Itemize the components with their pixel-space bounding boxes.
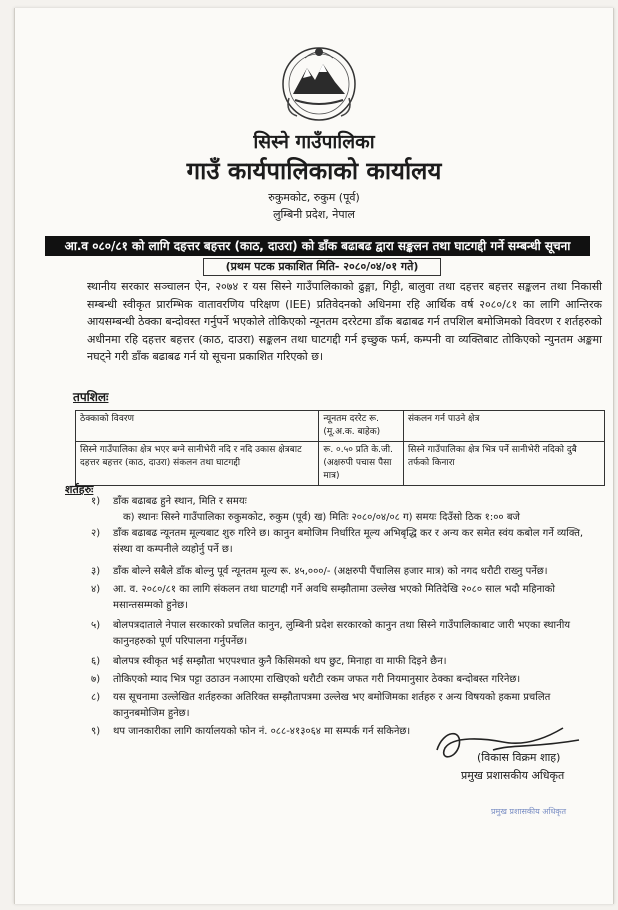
body-paragraph: स्थानीय सरकार सञ्चालन ऐन, २०७४ र यस सिस्ने गाउँपालिकाको ढुङ्गा, गिट्टी, बालुवा तथा दहत्तर बहत्तर सङ्कलन तथा निकासी सम्बन्धी स्वीकृत प्रारम्भिक वातावरणिय परिक्षण (IEE) प्रतिवेदनको अधिनमा रहि आर्थिक वर्ष २०८०/८१ का लागि आन्तिरक आयसम्बन्धी ठेक्का बन्दोवस्त गर्नुपर्ने भएकोले तोकिएको न्यूनतम दररेटमा डाँक बढाबढ गर्न तपशिल बमोजिमको विवरण र शर्तहरुको अधीनमा रहि दहत्तर बहत्तर (काठ, दाउरा) सङ्कलन तथा घाटगद्दी गर्न इच्छुक फर्म, कम्पनी वा व्यक्तिबाट तोकिएको न्युनतम अङ्कमा नघट्ने गरी डाँक बढाबढ गर्न यो सूचना प्रकाशित गरिएको छ। [87, 280, 602, 363]
notice-page: सिस्ने गाउँपालिका गाउँ कार्यपालिकाको कार्यालय रुकुमकोट, रुकुम (पूर्व) लुम्बिनी प्रदेश, नेपाल आ.व ०८०/८१ को लागि दहत्तर बहत्तर (काठ, दाउरा) को डाँक बढाबढ द्वारा सङ्कलन तथा घाटगद्दी गर्ने सम्बन्धी सूचना (प्रथम पटक प्रकाशित मिति- २०८०/०४/०१ गते) स्थानीय सरकार सञ्चालन ऐन, २०७४ र यस सिस्ने गाउँपालिकाको ढुङ्गा, गिट्टी, बालुवा तथा दहत्तर बहत्तर सङ्कलन तथा निकासी सम्बन्धी स्वीकृत प्रारम्भिक वातावरणिय परिक्षण (IEE) प्रतिवेदनको अधिनमा रहि आर्थिक वर्ष २०८०/८१ का लागि आन्तिरक आयसम्बन्धी ठेक्का बन्दोवस्त गर्नुपर्ने भएकोले तोकिएको न्यूनतम दररेटमा डाँक बढाबढ गर्न तपशिल बमोजिमको विवरण र शर्तहरुको अधीनमा रहि दहत्तर बहत्तर (काठ, दाउरा) सङ्कलन तथा घाटगद्दी गर्न इच्छुक फर्म, कम्पनी वा व्यक्तिबाट तोकिएको न्युनतम अङ्कमा नघट्ने गरी डाँक बढाबढ गर्न यो सूचना प्रकाशित गरिएको छ। तपशिलः ठेक्काको विवरण न्यूनतम दररेट रू. (मू.अ.क. बाहेक) संकलन गर्न पाउने क्षेत्र सिस्ने गाउँपालिका क्षेत्र भएर बग्ने सानीभेरी नदि र नदि उकास क्षेत्रबाट दहत्तर बहत्तर (काठ, दाउरा) संकलन तथा घाटगद्दी रू. ०.५० प्रति के.जी. (अक्षरुपी पचास पैसा मात्र) सिस्ने गाउँपालिका क्षेत्र भित्र पर्ने सानीभेरी नदिको दुबै तर्फको किनारा शर्तहरुः १) डाँक बढाबढ हुने स्थान, मिति र समयः क) स्थानः सिस्ने गाउँपालिका रुकुमकोट, रुकुम (पूर्व) ख) मितिः २०८०/०४/०८ ग) समयः दिउँसो ठिक १:०० बजे २) डाँक बढाबढ न्यूनतम मूल्यबाट शुरु गरिने छ। कानुन बमोजिम निर्धारित मूल्य अभिबृद्धि कर र अन्य कर समेत स्वंय कबोल गर्ने व्यक्ति, संस्था वा कम्पनीले व्यहोर्नु पर्ने छ। ३) डाँक बोल्ने सबैले डाँक बोल्नु पूर्व न्यूनतम मूल्य रू. ४५,०००/- (अक्षरुपी पैंचालिस हजार मात्र) को नगद धरौटी राख्नु पर्नेछ। ४) आ. व. २०८०/८१ का लागि संकलन तथा घाटगद्दी गर्ने अवधि सम्झौतामा उल्लेख भएको मितिदेखि २०८० साल भदौ महिनाको मसान्तसम्मको हुनेछ। ५) बोलपत्रदाताले नेपाल सरकारको प्रचलित कानुन, लुम्बिनी प्रदेश सरकारको कानुन तथा सिस्ने गाउँपालिकाबाट जारी भएका स्थानीय कानुनहरुको पूर्ण परिपालना गर्नुपर्नेछ। ६) बोलपत्र स्वीकृत भई सम्झौता भएपश्चात कुनै किसिमको थप छुट, मिनाहा वा माफी दिइने छैन। ७) तोकिएको म्याद भित्र पट्टा उठाउन नआएमा राखिएको धरौटी रकम जफत गरी नियमानुसार ठेक्का बन्दोबस्त गरिनेछ। ८) यस सूचनामा उल्लेखित शर्तहरुका अतिरिक्त सम्झौतापत्रमा उल्लेख भए बमोजिमका शर्तहरु र अन्य विषयको हकमा प्रचलित कानुनबमोजिम हुनेछ। ९) थप जानकारीका लागि कार्यालयको फोन नं. ०८८-४१३०६४ मा सम्पर्क गर्न सकिनेछ। (विकास विक्रम शाह) प्रमुख प्रशासकीय अधिकृत प्रमुख प्रशासकीय अधिकृत [14, 8, 614, 904]
table-header-row [76, 411, 605, 442]
publication-date: (प्रथम पटक प्रकाशित मिति- २०८०/०४/०१ गते) [203, 258, 441, 276]
details-table [75, 410, 605, 486]
stamp-text: प्रमुख प्रशासकीय अधिकृत [491, 807, 567, 816]
table-cell: सिस्ने गाउँपालिका क्षेत्र भएर बग्ने सानीभेरी नदि र नदि उकास क्षेत्रबाट दहत्तर बहत्तर (काठ, दाउरा) संकलन तथा घाटगद्दी [76, 442, 319, 486]
nepal-government-emblem-icon [275, 38, 363, 126]
signer-title: प्रमुख प्रशासकीय अधिकृत [461, 769, 565, 782]
address-line-2: लुम्बिनी प्रदेश, नेपाल [273, 208, 355, 221]
municipality-name: सिस्ने गाउँपालिका [253, 131, 375, 153]
terms-heading: शर्तहरुः [65, 483, 94, 496]
table-header-cell: संकलन गर्न पाउने क्षेत्र [403, 411, 604, 442]
address-line-1: रुकुमकोट, रुकुम (पूर्व) [268, 191, 360, 204]
notice-title: आ.व ०८०/८१ को लागि दहत्तर बहत्तर (काठ, दाउरा) को डाँक बढाबढ द्वारा सङ्कलन तथा घाटगद्दी गर्ने सम्बन्धी सूचना [45, 236, 590, 256]
signer-name: (विकास विक्रम शाह) [477, 751, 561, 764]
office-name: गाउँ कार्यपालिकाको कार्यालय [186, 157, 442, 185]
table-row [76, 442, 605, 486]
table-header-cell: ठेक्काको विवरण [76, 411, 319, 442]
details-heading: तपशिलः [73, 390, 109, 404]
table-cell: सिस्ने गाउँपालिका क्षेत्र भित्र पर्ने सानीभेरी नदिको दुबै तर्फको किनारा [403, 442, 604, 486]
table-cell: रू. ०.५० प्रति के.जी. (अक्षरुपी पचास पैसा मात्र) [319, 442, 404, 486]
table-header-cell: न्यूनतम दररेट रू. (मू.अ.क. बाहेक) [319, 411, 404, 442]
